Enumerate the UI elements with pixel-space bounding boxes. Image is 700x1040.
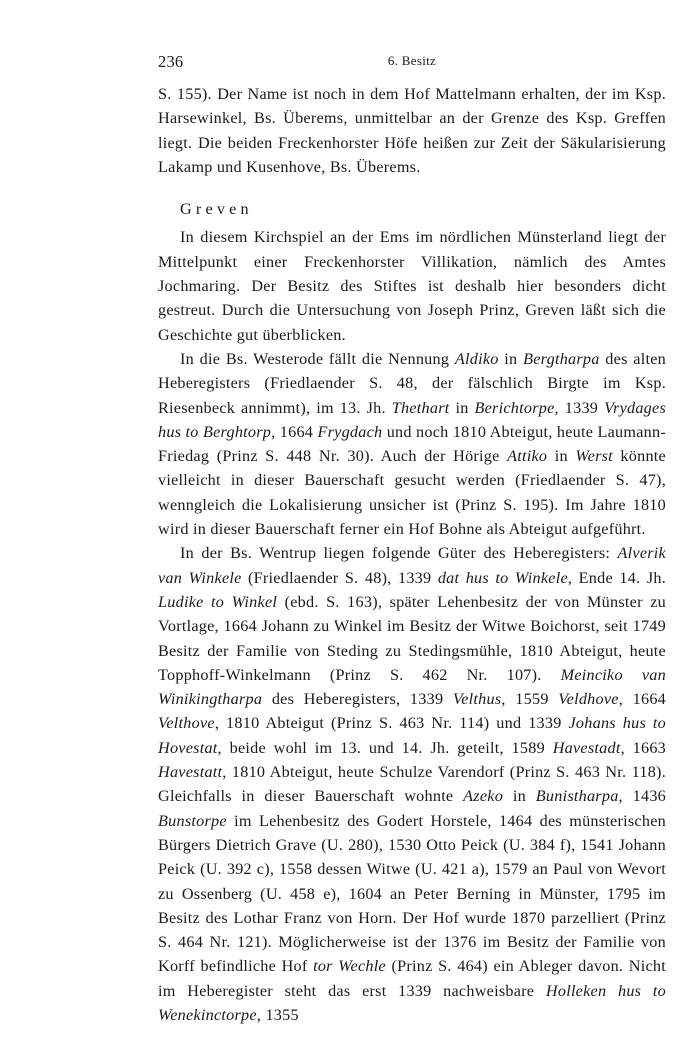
italic-term: Ludike to Winkel bbox=[158, 592, 278, 611]
italic-term: Bergtharpa bbox=[523, 349, 600, 368]
italic-term: Vrydages hus to Berghtorp bbox=[158, 398, 667, 441]
italic-term: Thethart bbox=[391, 398, 450, 417]
italic-term: Johans hus to Hovestat bbox=[158, 714, 667, 757]
paragraph-westerode: In die Bs. Westerode fällt die Nennung Aldiko in Bergtharpa des alten Heberegisters (Friedlaender S. 48, der fälschlich Birgte im Ksp. Riesenbeck annimmt), im 13. Jh. Thethart in Berichtorpe, 1339 Vrydages hus to Berghtorp, 1664 Frygdach und noch 1810 Abteigut, heute Laumann-Friedag (Prinz S. 448 Nr. 30). Auch der Hörige Attiko in Werst könnte vielleicht in dieser Bauerschaft gesucht werden (Friedlaender S. 47), wenngleich die Lokalisierung unsicher ist (Prinz S. 195). Im Jahre 1810 wird in dieser Bauerschaft ferner ein Hof Bohne als Abteigut aufgeführt. bbox=[158, 349, 667, 539]
italic-term: Bunstorpe bbox=[158, 811, 227, 830]
paragraph-intro: In diesem Kirchspiel an der Ems im nördlichen Münsterland liegt der Mittelpunkt einer Freckenhorster Villikation, nämlich des Amtes Jochmaring. Der Besitz des Stiftes ist deshalb hier besonders dicht gestreut. Durch die Untersuchung von Joseph Prinz, Greven läßt sich die Geschichte gut überblicken. bbox=[158, 228, 666, 344]
book-page bbox=[158, 52, 666, 1027]
italic-term: dat hus to Winkele bbox=[437, 568, 568, 587]
body-text bbox=[158, 82, 666, 1027]
paragraph-wentrup: In der Bs. Wentrup liegen folgende Güter des Heberegisters: Alverik van Winkele (Friedlaender S. 48), 1339 dat hus to Winkele, Ende 14. Jh. Ludike to Winkel (ebd. S. 163), später Lehenbesitz der von Münster zu Vortlage, 1664 Johann zu Winkel im Besitz der Witwe Boichorst, seit 1749 Besitz der Familie von Steding zu Stedingsmühle, 1810 Abteigut, heute Topphoff-Winkelmann (Prinz S. 462 Nr. 107). Meinciko van Winikingtharpa des Heberegisters, 1339 Velthus, 1559 Veldhove, 1664 Velthove, 1810 Abteigut (Prinz S. 463 Nr. 114) und 1339 Johans hus to Hovestat, beide wohl im 13. und 14. Jh. geteilt, 1589 Havestadt, 1663 Havestatt, 1810 Abteigut, heute Schulze Varendorf (Prinz S. 463 Nr. 118). Gleichfalls in dieser Bauerschaft wohnte Azeko in Bunistharpa, 1436 Bunstorpe im Lehenbesitz des Godert Horstele, 1464 des münsterischen Bürgers Dietrich Grave (U. 280), 1530 Otto Peick (U. 384 f), 1541 Johann Peick (U. 392 c), 1558 dessen Witwe (U. 421 a), 1579 an Paul von Wevort zu Ossenberg (U. 458 e), 1604 an Peter Berning in Münster, 1795 im Besitz des Lothar Franz von Horn. Der Hof wurde 1870 parzelliert (Prinz S. 464 Nr. 121). Möglicherweise ist der 1376 im Besitz der Familie von Korff befindliche Hof tor Wechle (Prinz S. 464) ein Ableger davon. Nicht im Heberegister steht das erst 1339 nachweisbare Holleken hus to Wenekinctorpe, 1355 bbox=[158, 544, 667, 1024]
italic-term: Aldiko bbox=[454, 349, 499, 368]
italic-term: Alverik van Winkele bbox=[158, 544, 666, 587]
section-heading: Greven bbox=[180, 200, 253, 219]
italic-term: Berichtorpe bbox=[474, 398, 555, 417]
page-number: 236 bbox=[158, 52, 184, 71]
italic-term: Attiko bbox=[507, 447, 548, 466]
italic-term: Havestatt bbox=[158, 763, 223, 782]
italic-term: Azeko bbox=[463, 787, 504, 806]
italic-term: Holleken hus to Wenekinctorpe bbox=[158, 981, 666, 1024]
italic-term: tor Wechle bbox=[313, 957, 386, 976]
italic-term: Frygdach bbox=[317, 422, 383, 441]
italic-term: Veldhove bbox=[558, 690, 619, 709]
italic-term: Werst bbox=[575, 447, 613, 466]
italic-term: Bunistharpa bbox=[535, 787, 619, 806]
italic-term: Velthus bbox=[452, 690, 502, 709]
continuation-paragraph: S. 155). Der Name ist noch in dem Hof Mattelmann erhalten, der im Ksp. Harsewinkel, Bs. Überems, unmittelbar an der Grenze des Ksp. Greffen liegt. Die beiden Freckenhorster Höfe heißen zur Zeit der Säkularisierung Lakamp und Kusenhove, Bs. Überems. bbox=[158, 85, 666, 176]
italic-term: Havestadt bbox=[552, 738, 621, 757]
italic-term: Velthove bbox=[158, 714, 215, 733]
running-head bbox=[158, 52, 666, 78]
italic-term: Meinciko van Winikingtharpa bbox=[158, 665, 666, 709]
running-title: 6. Besitz bbox=[387, 53, 437, 68]
